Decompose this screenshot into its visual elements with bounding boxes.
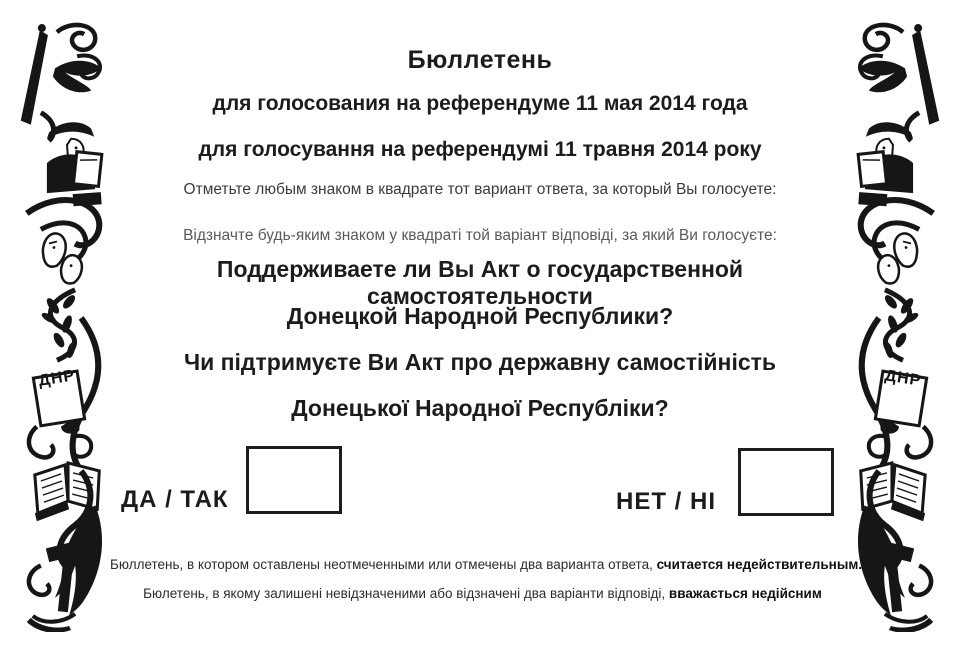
note-ru-text: Бюллетень, в котором оставлены неотмеченными или отмечены два варианта ответа, xyxy=(110,557,657,572)
question-ru-line2: Донецкой Народной Республики? xyxy=(286,303,674,329)
ornament-right xyxy=(848,16,950,632)
no-option-label: НЕТ / НІ xyxy=(616,488,717,515)
note-ua-bold-text: вважається недійсним xyxy=(668,586,822,601)
faces-icon xyxy=(27,200,100,284)
yes-checkbox[interactable] xyxy=(246,446,342,514)
invalid-ballot-note-ua xyxy=(110,586,855,601)
dnr-banner-label: ДНР xyxy=(37,367,77,390)
sword-icon xyxy=(21,24,48,125)
yes-option-label: ДА / ТАК xyxy=(121,486,229,513)
question-ua-line1: Чи підтримуєте Ви Акт про державну самостійність xyxy=(183,349,777,375)
dnr-banner-label: ДНР xyxy=(883,367,923,390)
ballot-title: Бюллетень xyxy=(407,46,553,74)
ballot-subtitle-ru: для голосования на референдуме 11 мая 2014 года xyxy=(212,92,748,115)
question-ru-line1: Поддерживаете ли Вы Акт о государственной самостоятельности xyxy=(216,256,744,309)
ballot-subtitle-ua: для голосування на референдумі 11 травня 2014 року xyxy=(198,138,762,161)
no-checkbox[interactable] xyxy=(738,448,834,516)
marking-instruction-ru: Отметьте любым знаком в квадрате тот вариант ответа, за который Вы голосуете: xyxy=(183,181,777,198)
miner-figure-icon xyxy=(47,122,102,206)
marking-instruction-ua: Відзначте будь-яким знаком у квадраті той варіант відповіді, за який Ви голосуєте: xyxy=(183,227,777,244)
question-ua-line2: Донецької Народної Республіки? xyxy=(291,395,669,421)
note-ua-text: Бюлетень, в якому залишені невідзначеними або відзначені два варіанти відповіді, xyxy=(143,586,669,601)
invalid-ballot-note-ru xyxy=(110,557,863,572)
ornament-left xyxy=(10,16,112,632)
note-ru-bold-text: считается недействительным. xyxy=(656,557,863,572)
